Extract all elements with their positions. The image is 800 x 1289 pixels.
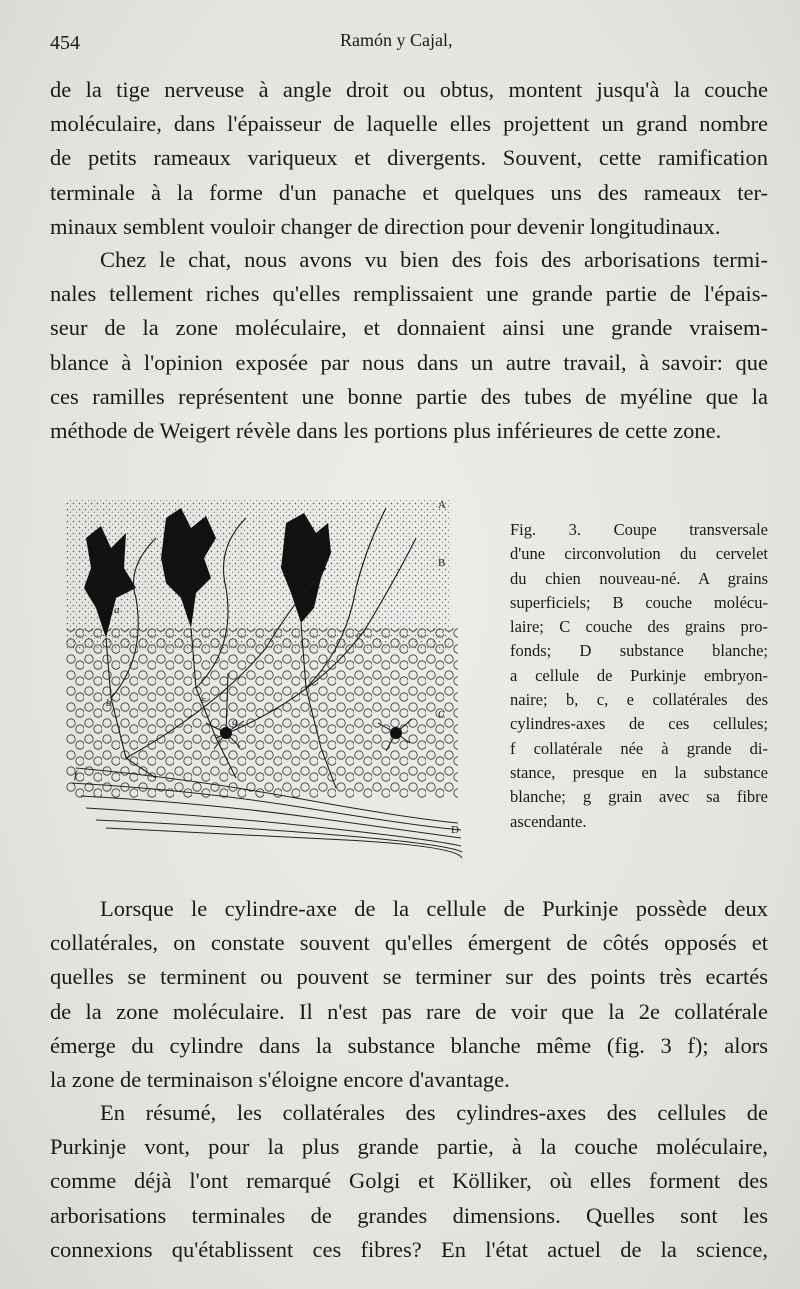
text-line: nales tellement riches qu'elles remplissaient une grande partie de l'épais- xyxy=(50,281,768,307)
text-line: En résumé, les collatérales des cylindres-axes des cellules de xyxy=(100,1100,768,1125)
caption-line: a cellule de Purkinje embryon- xyxy=(510,665,768,685)
caption-line: Fig. 3. Coupe transversale xyxy=(510,520,768,539)
text-line: minaux semblent vouloir changer de direction pour devenir longitudinaux. xyxy=(50,213,721,239)
paragraph-1 xyxy=(50,73,768,244)
caption-line: stance, presque en la substance xyxy=(510,762,768,782)
caption-line: laire; C couche des grains pro- xyxy=(510,617,768,637)
caption-line: d'une circonvolution du cervelet xyxy=(510,544,768,564)
text-line: blance à l'opinion exposée par nous dans un autre travail, à savoir: que xyxy=(50,349,768,375)
paragraph-2 xyxy=(50,243,768,448)
label-c: c xyxy=(201,694,206,706)
text-line: méthode de Weigert révèle dans les portions plus inférieures de cette zone. xyxy=(50,418,722,444)
text-line: Lorsque le cylindre-axe de la cellule de Purkinje possède deux xyxy=(100,896,768,921)
text-line: de petits rameaux variqueux et divergents. Souvent, cette ramification xyxy=(50,145,768,171)
figure-caption xyxy=(510,518,768,834)
text-line: connexions qu'établissent ces fibres? En l'état actuel de la science, xyxy=(50,1236,768,1262)
figure-3-illustration xyxy=(66,478,464,860)
text-line: ces ramilles représentent une bonne partie des tubes de myéline que la xyxy=(50,383,768,409)
text-line: terminale à la forme d'un panache et quelques uns des rameaux ter- xyxy=(50,179,768,205)
label-g: g xyxy=(232,716,238,728)
caption-line: du chien nouveau-né. A grains xyxy=(510,568,768,588)
label-e: e xyxy=(356,629,361,641)
label-A: A xyxy=(438,499,446,511)
text-line: de la zone moléculaire. Il n'est pas rare de voir que la 2e collatérale xyxy=(50,998,768,1024)
text-line: de la tige nerveuse à angle droit ou obtus, montent jusqu'à la couche xyxy=(50,77,768,102)
page-header xyxy=(50,24,770,54)
label-B: B xyxy=(438,557,446,569)
text-line: la zone de terminaison s'éloigne encore d'avantage. xyxy=(50,1067,510,1093)
text-line: arborisations terminales de grandes dimensions. Quelles sont les xyxy=(50,1202,768,1228)
text-line: Chez le chat, nous avons vu bien des fois des arborisations termi- xyxy=(100,247,768,272)
text-line: Purkinje vont, pour la plus grande partie, à la couche moléculaire, xyxy=(50,1134,768,1160)
text-line: moléculaire, dans l'épaisseur de laquelle elles projettent un grand nombre xyxy=(50,111,768,137)
caption-line: fonds; D substance blanche; xyxy=(510,641,768,661)
caption-line: f collatérale née à grande di- xyxy=(510,738,768,758)
page-number: 454 xyxy=(50,32,80,54)
cerebellum-section-drawing xyxy=(66,478,464,860)
caption-line: naire; b, c, e collatérales des xyxy=(510,690,768,710)
text-line: comme déjà l'ont remarqué Golgi et Kölliker, où elles forment des xyxy=(50,1168,768,1194)
paragraph-4 xyxy=(50,1096,768,1267)
text-line: seur de la zone moléculaire, et donnaient ainsi une grande vraisem- xyxy=(50,315,768,341)
label-b: b xyxy=(106,697,112,709)
paragraph-3 xyxy=(50,892,768,1097)
text-line: quelles se terminent ou pouvent se terminer sur des points très ecartés xyxy=(50,964,768,990)
text-line: émerge du cylindre dans la substance blanche même (fig. 3 f); alors xyxy=(50,1032,768,1058)
caption-line: ascendante. xyxy=(510,811,587,831)
label-f: f xyxy=(74,769,78,781)
caption-line: superficiels; B couche molécu- xyxy=(510,592,768,612)
text-line: collatérales, on constate souvent qu'elles émergent de côtés opposés et xyxy=(50,930,768,956)
caption-line: blanche; g grain avec sa fibre xyxy=(510,787,768,807)
label-a: a xyxy=(114,604,120,616)
label-D: D xyxy=(451,824,459,836)
label-C: C xyxy=(438,709,446,721)
running-head: Ramón y Cajal, xyxy=(340,30,453,50)
caption-line: cylindres-axes de ces cellules; xyxy=(510,714,768,734)
